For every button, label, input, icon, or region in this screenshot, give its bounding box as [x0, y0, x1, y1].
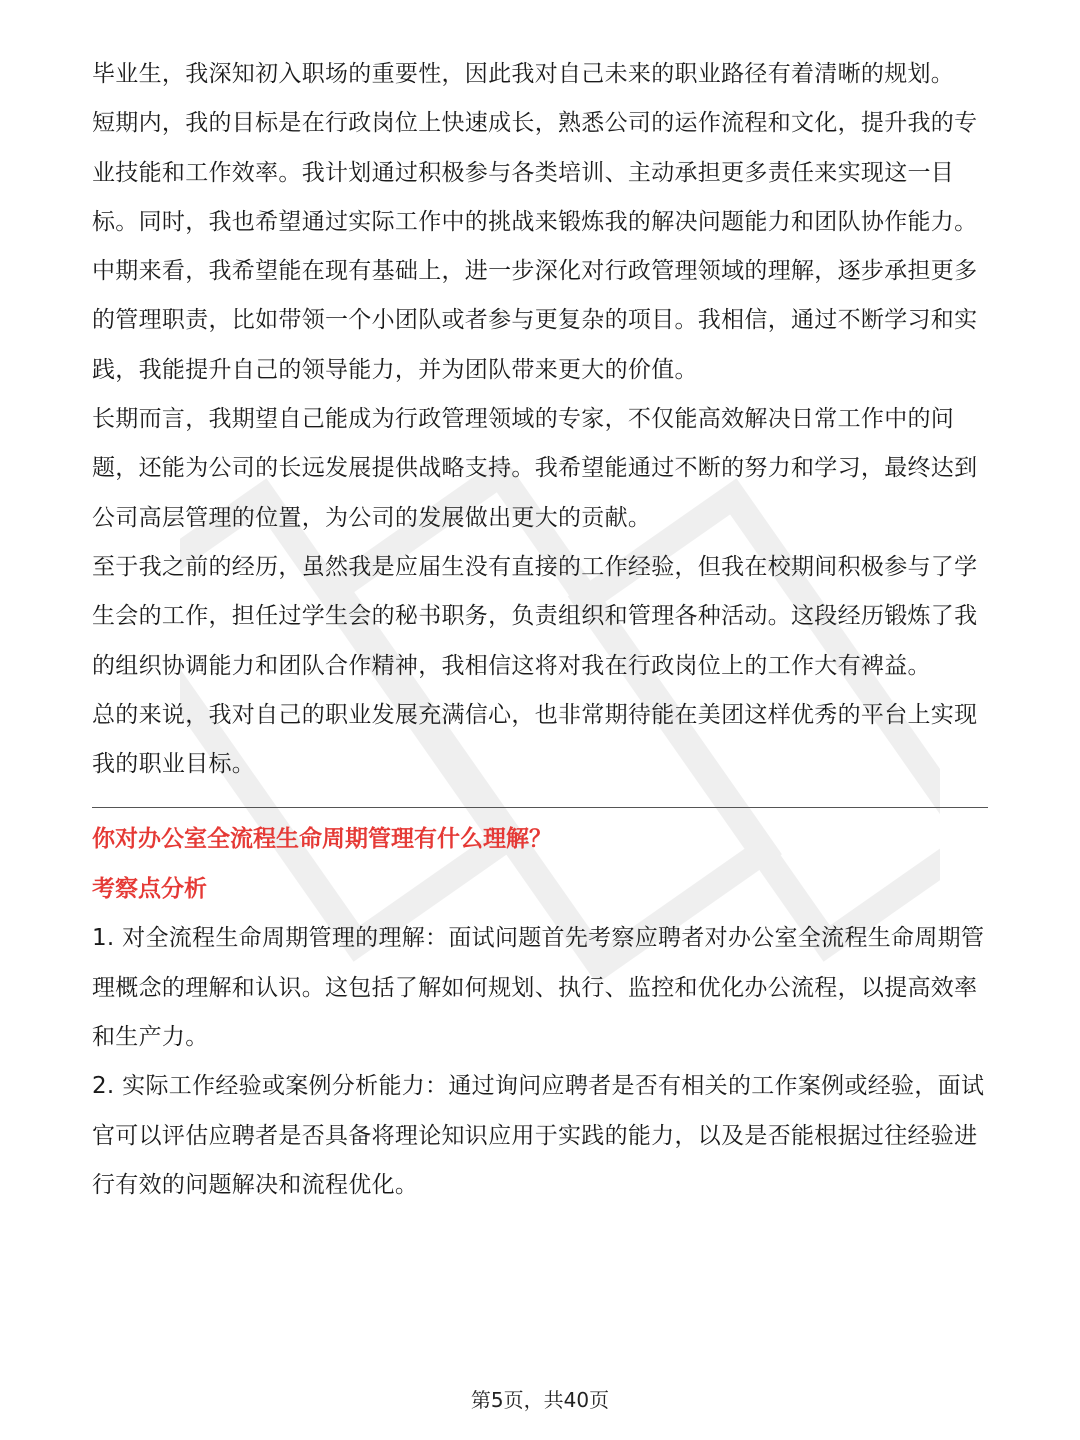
analysis-point-2: 2. 实际工作经验或案例分析能力：通过询问应聘者是否有相关的工作案例或经验，面试官可以评估应聘者是否具备将理论知识应用于实践的能力，以及是否能根据过往经验进行有效的问题解决和流程优化。 — [92, 1073, 985, 1198]
analysis-point-1: 1. 对全流程生命周期管理的理解：面试问题首先考察应聘者对办公室全流程生命周期管理概念的理解和认识。这包括了解如何规划、执行、监控和优化办公流程，以提高效率和生产力。 — [92, 925, 985, 1051]
page-number-footer: 第5页，共40页 — [470, 1388, 610, 1412]
paragraph-career-intro: 毕业生，我深知初入职场的重要性，因此我对自己未来的职业路径有着清晰的规划。 — [92, 61, 955, 87]
paragraph-experience: 至于我之前的经历，虽然我是应届生没有直接的工作经验，但我在校期间积极参与了学生会的工作，担任过学生会的秘书职务，负责组织和管理各种活动。这段经历锻炼了我的组织协调能力和团队合作精神，我相信这将对我在行政岗位上的工作大有裨益。 — [92, 553, 978, 679]
interview-question: 你对办公室全流程生命周期管理有什么理解？ — [92, 826, 552, 853]
paragraph-summary: 总的来说，我对自己的职业发展充满信心，也非常期待能在美团这样优秀的平台上实现我的职业目标。 — [92, 701, 978, 778]
main-content — [92, 50, 988, 1210]
paragraph-short-term: 短期内，我的目标是在行政岗位上快速成长，熟悉公司的运作流程和文化，提升我的专业技能和工作效率。我计划通过积极参与各类培训、主动承担更多责任来实现这一目标。同时，我也希望通过实际工作中的挑战来锻炼我的解决问题能力和团队协作能力。 — [92, 110, 978, 235]
section-divider — [92, 807, 988, 808]
paragraph-mid-term: 中期来看，我希望能在现有基础上，进一步深化对行政管理领域的理解，逐步承担更多的管理职责，比如带领一个小团队或者参与更复杂的项目。我相信，通过不断学习和实践，我能提升自己的领导能力，并为团队带来更大的价值。 — [92, 258, 978, 383]
paragraph-long-term: 长期而言，我期望自己能成为行政管理领域的专家，不仅能高效解决日常工作中的问题，还能为公司的长远发展提供战略支持。我希望能通过不断的努力和学习，最终达到公司高层管理的位置，为公司的发展做出更大的贡献。 — [92, 406, 978, 531]
analysis-heading: 考察点分析 — [92, 876, 207, 903]
